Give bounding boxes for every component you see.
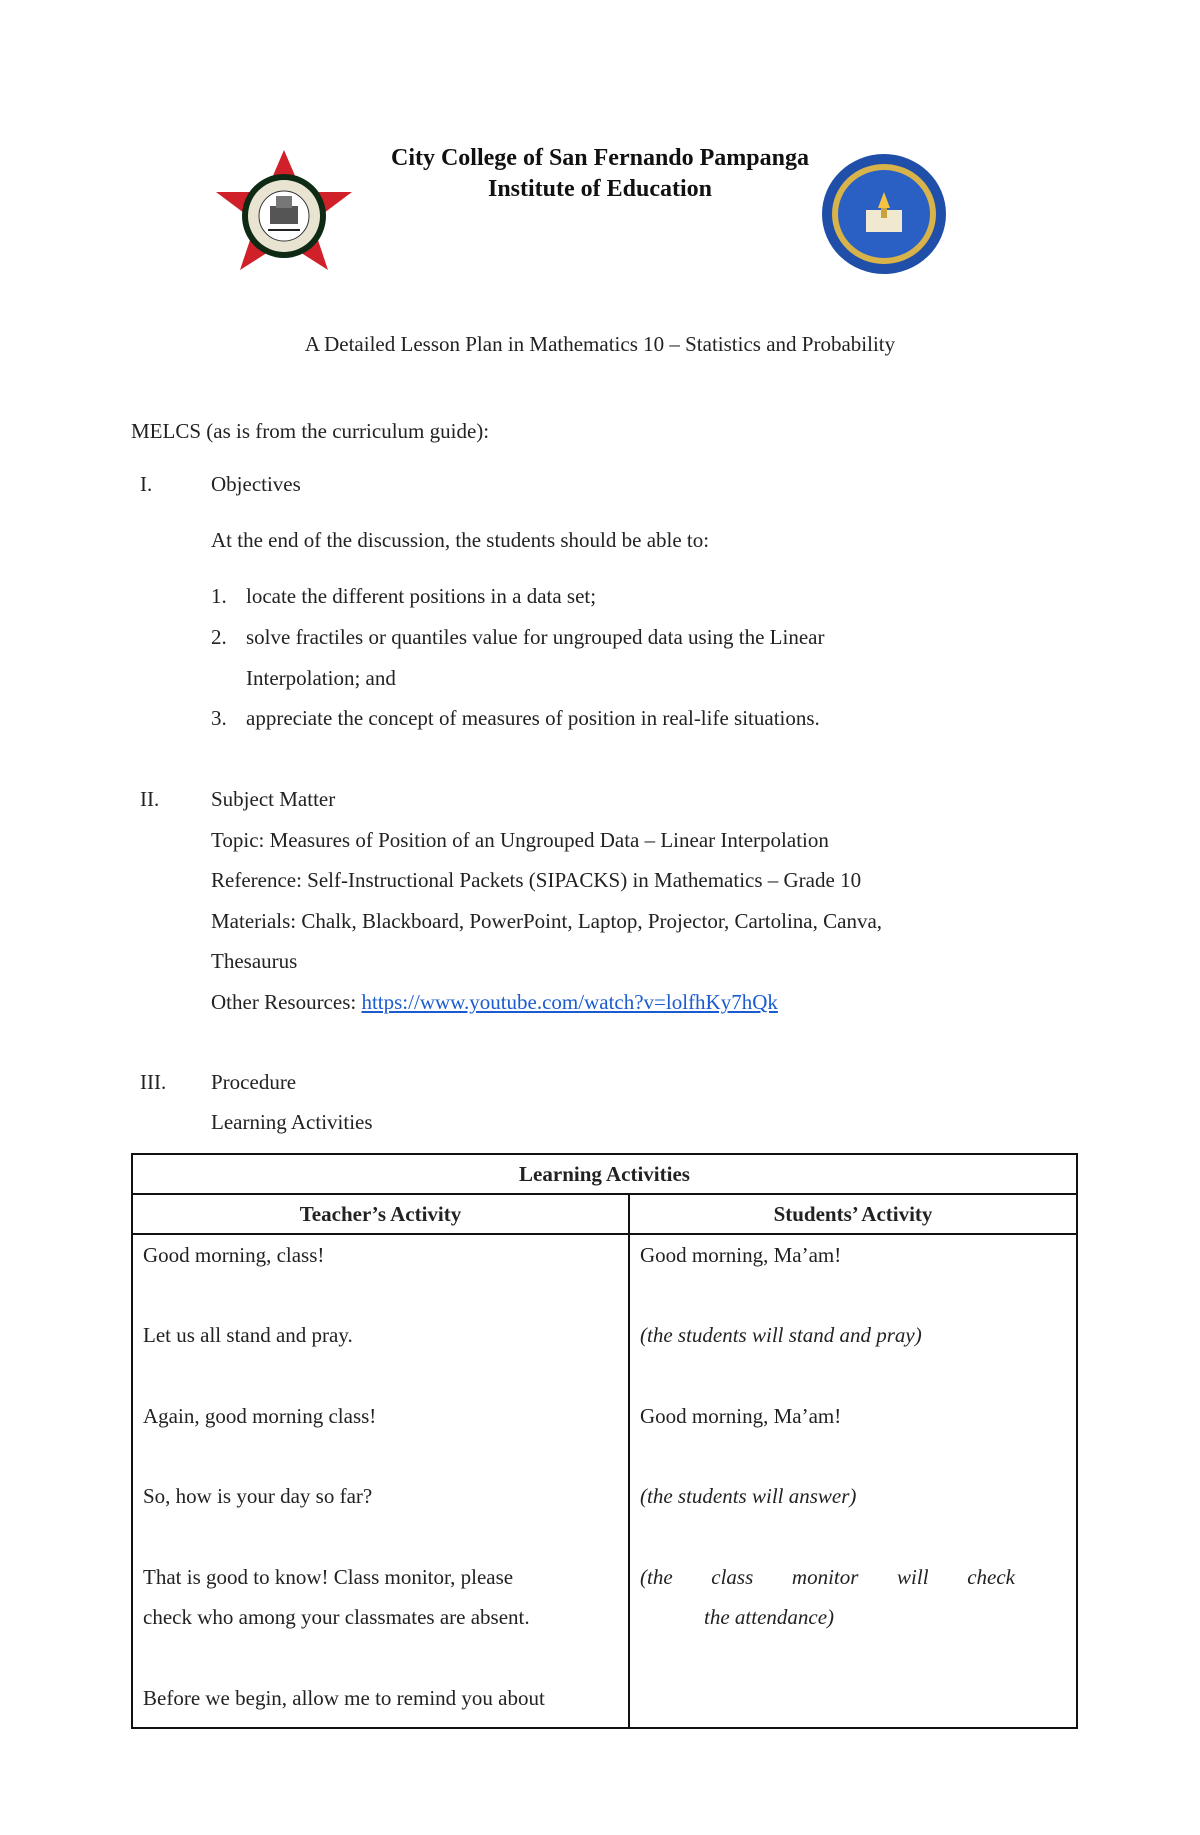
section-3-subtitle: Learning Activities	[211, 1110, 373, 1134]
student-word: monitor	[791, 1565, 859, 1589]
college-name: City College of San Fernando Pampanga	[390, 145, 809, 171]
student-line: (the students will stand and pray)	[640, 1323, 922, 1347]
teacher-line: Before we begin, allow me to remind you about	[143, 1686, 545, 1710]
teacher-line: check who among your classmates are absent.	[143, 1605, 530, 1629]
objectives-intro: At the end of the discussion, the students should be able to:	[211, 528, 710, 552]
section-2-title: Subject Matter	[211, 787, 336, 811]
learning-activities-table	[131, 1153, 1078, 1729]
youtube-link[interactable]: https://www.youtube.com/watch?v=lolfhKy7hQk	[361, 990, 778, 1014]
student-word: class	[711, 1565, 754, 1589]
section-3-number: III.	[140, 1070, 167, 1094]
table-title: Learning Activities	[132, 1154, 1077, 1194]
teacher-activity-cell	[132, 1234, 629, 1728]
student-line-justified	[640, 1565, 1015, 1589]
reference-line: Reference: Self-Instructional Packets (SIPACKS) in Mathematics – Grade 10	[211, 868, 862, 892]
section-1-title: Objectives	[211, 472, 301, 496]
students-activity-cell	[629, 1234, 1077, 1728]
objective-3-number: 3.	[211, 706, 227, 730]
section-1-number: I.	[140, 472, 153, 496]
objective-2-text-line2: Interpolation; and	[246, 666, 396, 690]
objective-2-text-line1: solve fractiles or quantiles value for ungrouped data using the Linear	[246, 625, 825, 649]
student-line: (the students will answer)	[640, 1484, 857, 1508]
student-line: Good morning, Ma’am!	[640, 1243, 842, 1267]
melcs-label: MELCS (as is from the curriculum guide):	[131, 419, 490, 443]
institute-name: Institute of Education	[487, 176, 713, 202]
teacher-line: So, how is your day so far?	[143, 1484, 373, 1508]
student-line: Good morning, Ma’am!	[640, 1404, 842, 1428]
objective-3-text: appreciate the concept of measures of position in real-life situations.	[246, 706, 820, 730]
student-word: will	[897, 1565, 929, 1589]
teacher-line: That is good to know! Class monitor, please	[143, 1565, 514, 1589]
topic-line: Topic: Measures of Position of an Ungrouped Data – Linear Interpolation	[211, 828, 829, 852]
student-line: the attendance)	[704, 1605, 835, 1629]
other-resources	[211, 990, 778, 1014]
teacher-line: Good morning, class!	[143, 1243, 325, 1267]
section-3-title: Procedure	[211, 1070, 297, 1094]
other-resources-label: Other Resources:	[211, 990, 362, 1014]
column-header-teacher: Teacher’s Activity	[132, 1194, 629, 1234]
teacher-line: Let us all stand and pray.	[143, 1323, 353, 1347]
column-header-students: Students’ Activity	[629, 1194, 1077, 1234]
student-word: check	[967, 1565, 1015, 1589]
student-word: (the	[640, 1565, 673, 1589]
materials-line2: Thesaurus	[211, 949, 298, 973]
document-title: A Detailed Lesson Plan in Mathematics 10 – Statistics and Probability	[304, 332, 896, 356]
materials-line1: Materials: Chalk, Blackboard, PowerPoint, Laptop, Projector, Cartolina, Canva,	[211, 909, 883, 933]
objective-2-number: 2.	[211, 625, 227, 649]
teacher-line: Again, good morning class!	[143, 1404, 377, 1428]
objective-1-text: locate the different positions in a data set;	[246, 584, 597, 608]
section-2-number: II.	[140, 787, 160, 811]
objective-1-number: 1.	[211, 584, 227, 608]
